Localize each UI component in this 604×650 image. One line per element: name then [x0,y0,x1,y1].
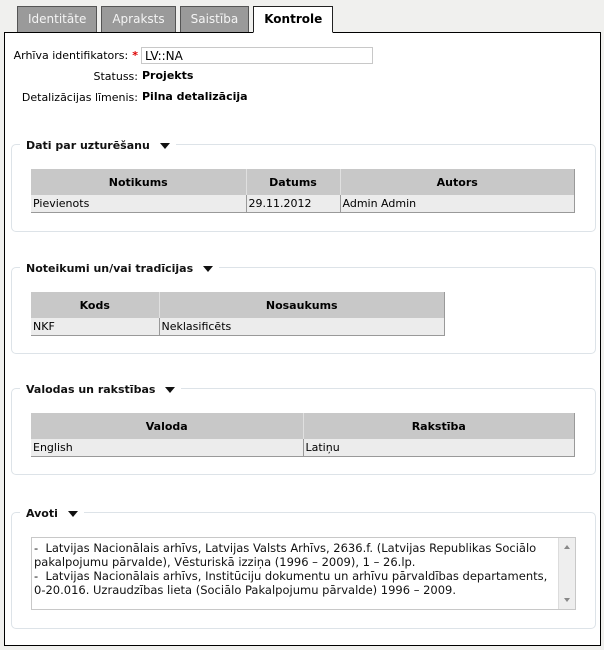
cell-code: NKF [31,318,159,335]
column-header-datums[interactable]: Datums [246,169,340,195]
scroll-up-arrow-icon[interactable] [564,545,570,549]
scroll-down-arrow-icon[interactable] [564,598,570,602]
maintenance-table [31,169,575,213]
detail-level-row [5,89,600,107]
tab-bar [17,6,333,33]
tab-identitate[interactable]: Identitāte [17,6,97,32]
column-header-nosaukums[interactable]: Nosaukums [159,292,445,318]
archive-id-label-text: Arhīva identifikators: [13,49,129,62]
detail-level-value: Pilna detalizācija [142,90,248,103]
table-header-row [31,413,575,439]
archive-id-label [14,49,138,62]
sources-text[interactable]: - Latvijas Nacionālais arhīvs, Latvijas Valsts Arhīvs, 2636.f. (Latvijas Republikas Sociālo pakalpojumu pārvalde), Vēsturiskā izziņa (1996 – 2009), 1 – 26.lp. - Latvijas Nacionālais arhīvs, Institūciju dokumentu un arhīvu pārvaldības departaments, 0-20.016. Uzraudzības lieta (Sociālo Pakalpojumu pārvalde) 1996 – 2009. [34,541,548,597]
column-header-notikums[interactable]: Notikums [31,169,246,195]
tab-kontrole[interactable]: Kontrole [253,6,333,33]
collapse-caret-icon[interactable] [68,511,78,517]
column-header-autors[interactable]: Autors [340,169,575,195]
column-header-kods[interactable]: Kods [31,292,159,318]
required-mark: * [132,49,138,62]
tab-saistiba[interactable]: Saistība [180,6,250,32]
archive-id-input[interactable] [141,47,373,64]
rules-section-header[interactable] [20,260,219,276]
languages-section-title: Valodas un rakstības [26,382,156,396]
sources-textarea[interactable] [31,537,576,610]
sources-section [11,506,596,629]
cell-date: 29.11.2012 [246,195,340,212]
collapse-caret-icon[interactable] [203,266,213,272]
cell-name: Neklasificēts [159,318,445,335]
textarea-scrollbar[interactable] [558,538,575,609]
table-row[interactable] [31,318,445,335]
sources-section-header[interactable] [20,505,84,521]
maintenance-section [11,138,596,232]
tab-apraksts[interactable]: Apraksts [101,6,175,32]
languages-section [11,382,596,475]
maintenance-section-header[interactable] [20,137,176,153]
archive-id-row [5,47,600,65]
cell-language: English [31,439,303,456]
rules-table [31,292,445,336]
table-header-row [31,292,445,318]
collapse-caret-icon[interactable] [165,387,175,393]
table-row[interactable] [31,195,575,212]
maintenance-section-title: Dati par uzturēšanu [26,138,150,152]
status-value: Projekts [142,69,194,82]
cell-script: Latiņu [303,439,575,456]
languages-table [31,413,575,457]
table-header-row [31,169,575,195]
detail-level-label: Detalizācijas līmenis: [21,91,138,104]
rules-section [11,261,596,354]
cell-author: Admin Admin [340,195,575,212]
control-panel [4,32,601,646]
sources-section-title: Avoti [26,506,58,520]
table-row[interactable] [31,439,575,456]
rules-section-title: Noteikumi un/vai tradīcijas [26,261,194,275]
languages-section-header[interactable] [20,381,181,397]
status-label: Statuss: [93,70,138,83]
column-header-rakstiba[interactable]: Rakstība [303,413,575,439]
status-row [5,68,600,86]
column-header-valoda[interactable]: Valoda [31,413,303,439]
collapse-caret-icon[interactable] [160,143,170,149]
cell-event: Pievienots [31,195,246,212]
